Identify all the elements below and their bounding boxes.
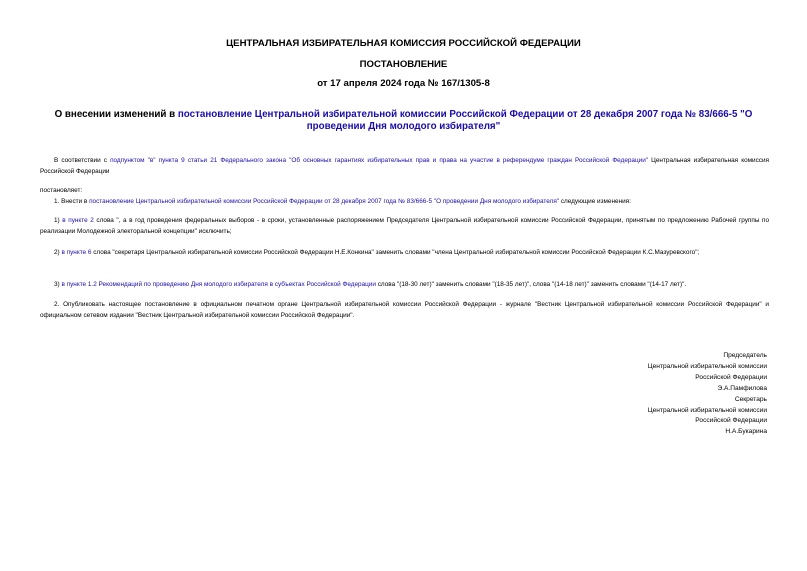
subitem-3-paragraph <box>40 280 769 291</box>
subitem-1-paragraph <box>40 216 769 237</box>
subitem-3-text-a: 3) <box>54 281 62 288</box>
date-number: от 17 апреля 2024 года № 167/1305-8 <box>317 78 490 89</box>
preamble-text-b: Центральная избирательная комиссия Российской Федерации <box>40 157 770 175</box>
subitem-1-link[interactable]: в пункте 2 <box>62 217 94 224</box>
item-1-link[interactable]: постановление Центральной избирательной комиссии Российской Федерации от 28 декабря 2007 года № 83/666-5 "О проведении Дня молодого избирателя" <box>89 198 560 205</box>
preamble-text-a: В соответствии с <box>54 157 111 164</box>
chair-signature-block <box>648 351 767 438</box>
doc-title <box>40 109 767 133</box>
secretary-name: Н.А.Букарина <box>725 428 767 436</box>
subitem-3-text-b: слова "(18-30 лет)" заменить словами "(18-35 лет)", слова "(14-18 лет)" заменить словами "(14-17 лет)". <box>375 281 687 288</box>
subitem-2-text-a: 2) <box>54 249 62 256</box>
item-1-text-b: следующие изменения: <box>559 198 631 205</box>
title-prefix: О внесении изменений в <box>54 109 178 120</box>
subitem-2-text-b: слова "секретаря Центральной избирательной комиссии Российской Федерации Н.Е.Конкина" заменить словами "члена Центральной избирательной комиссии Российской Федерации К.С.Мазуревского"; <box>91 249 700 256</box>
subitem-2-paragraph <box>40 248 769 259</box>
subitem-1-text-a: 1) <box>54 217 63 224</box>
chair-org-line-2: Российской Федерации <box>695 373 767 381</box>
subitem-2-link[interactable]: в пункте 6 <box>61 249 92 256</box>
doc-type: ПОСТАНОВЛЕНИЕ <box>359 59 448 70</box>
item-2-paragraph: 2. Опубликовать настоящее постановление в официальном печатном органе Центральной избирательной комиссии Российской Федерации - журнале "Вестник Центральной избирательной комиссии Российской Федерации" и официальном сетевом издании "Вестник Центральной избирательной комиссии Российской Федерации". <box>40 301 769 319</box>
resolves-label: постановляет: <box>40 187 83 194</box>
subitem-3-link[interactable]: в пункте 1.2 Рекомендаций по проведению Дня молодого избирателя в субъектах Российской Федерации <box>61 281 376 288</box>
subitem-1-text-b: слова ", а в год проведения федеральных выборов - в сроки, установленные распоряжением Председателя Центральной избирательной комиссии Российской Федерации, принятым по предложению Рабочей группы по реализации Молодежной электоральной концепции" исключить; <box>40 217 770 235</box>
chair-org-line-1: Центральной избирательной комиссии <box>647 362 767 370</box>
item-1-text-a: 1. Внести в <box>54 198 90 205</box>
title-link[interactable]: постановление Центральной избирательной комиссии Российской Федерации от 28 декабря 2007 года № 83/666-5 "О проведении Дня молодого избирателя" <box>177 109 753 132</box>
org-header: ЦЕНТРАЛЬНАЯ ИЗБИРАТЕЛЬНАЯ КОМИССИЯ РОССИЙСКОЙ ФЕДЕРАЦИИ <box>226 38 581 49</box>
chair-title: Председатель <box>723 352 767 359</box>
preamble-paragraph <box>40 156 769 177</box>
item-1-paragraph <box>40 197 769 208</box>
preamble-link[interactable]: подпунктом "в" пункта 9 статьи 21 Федерального закона "Об основных гарантиях избирательных прав и права на участие в референдуме граждан Российской Федерации" <box>110 157 649 164</box>
secretary-org-line-1: Центральной избирательной комиссии <box>647 406 767 414</box>
secretary-title: Секретарь <box>734 395 767 403</box>
secretary-org-line-2: Российской Федерации <box>695 417 767 425</box>
chair-name: Э.А.Памфилова <box>717 384 767 392</box>
